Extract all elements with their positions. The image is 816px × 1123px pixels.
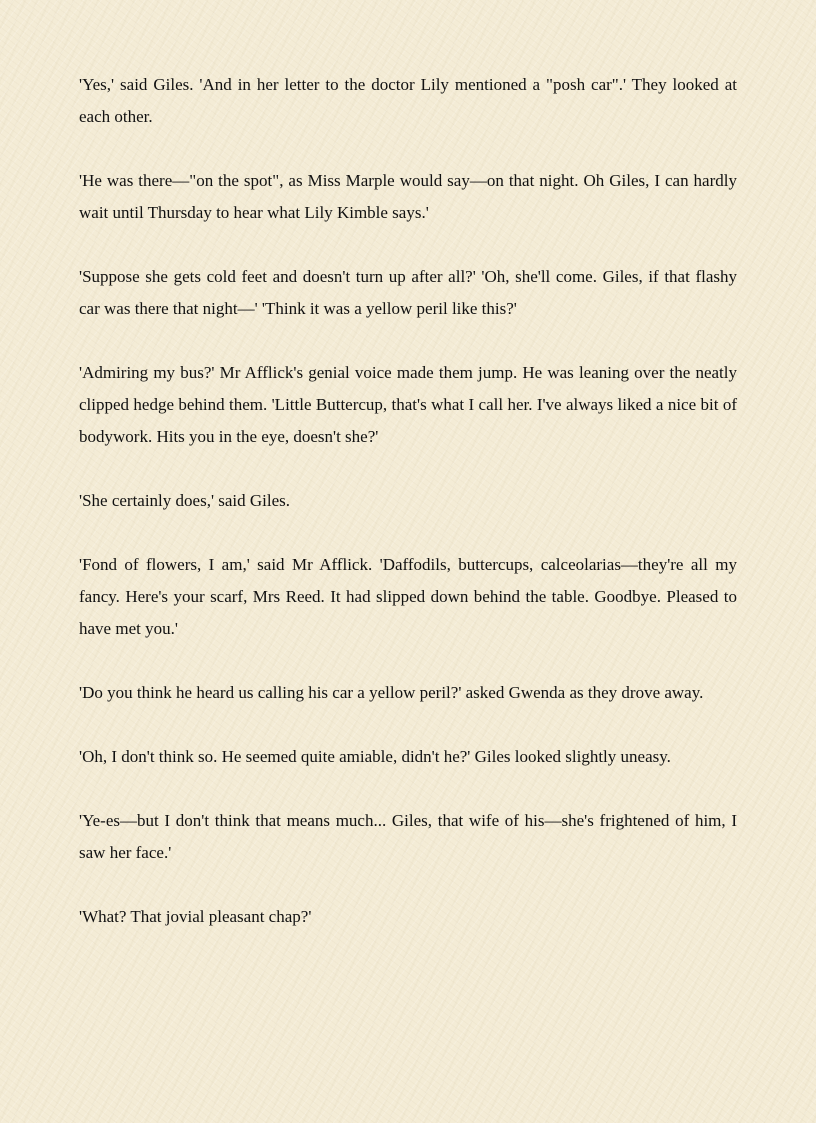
paragraph-8: 'Oh, I don't think so. He seemed quite amiable, didn't he?' Giles looked slightly uneasy. [79, 747, 671, 766]
paragraph-6: 'Fond of flowers, I am,' said Mr Afflick. 'Daffodils, buttercups, calceolarias—they're all my fancy. Here's your scarf, Mrs Reed. It had slipped down behind the table. Goodbye. Pleased to have met you.' [79, 555, 737, 638]
paragraph-3: 'Suppose she gets cold feet and doesn't turn up after all?' 'Oh, she'll come. Giles, if that flashy car was there that night—' 'Think it was a yellow peril like this?' [79, 267, 737, 318]
paragraph-4: 'Admiring my bus?' Mr Afflick's genial voice made them jump. He was leaning over the neatly clipped hedge behind them. 'Little Buttercup, that's what I call her. I've always liked a nice bit of bodywork. Hits you in the eye, doesn't she?' [79, 363, 737, 446]
paragraph-7: 'Do you think he heard us calling his car a yellow peril?' asked Gwenda as they drove away. [79, 683, 704, 702]
paragraph-10: 'What? That jovial pleasant chap?' [79, 907, 312, 926]
paragraph-9: 'Ye-es—but I don't think that means much... Giles, that wife of his—she's frightened of him, I saw her face.' [79, 811, 737, 862]
document-page [79, 69, 737, 965]
paragraph-1: 'Yes,' said Giles. 'And in her letter to the doctor Lily mentioned a "posh car".' They looked at each other. [79, 75, 737, 126]
paragraph-2: 'He was there—"on the spot", as Miss Marple would say—on that night. Oh Giles, I can hardly wait until Thursday to hear what Lily Kimble says.' [79, 171, 737, 222]
paragraph-5: 'She certainly does,' said Giles. [79, 491, 291, 510]
